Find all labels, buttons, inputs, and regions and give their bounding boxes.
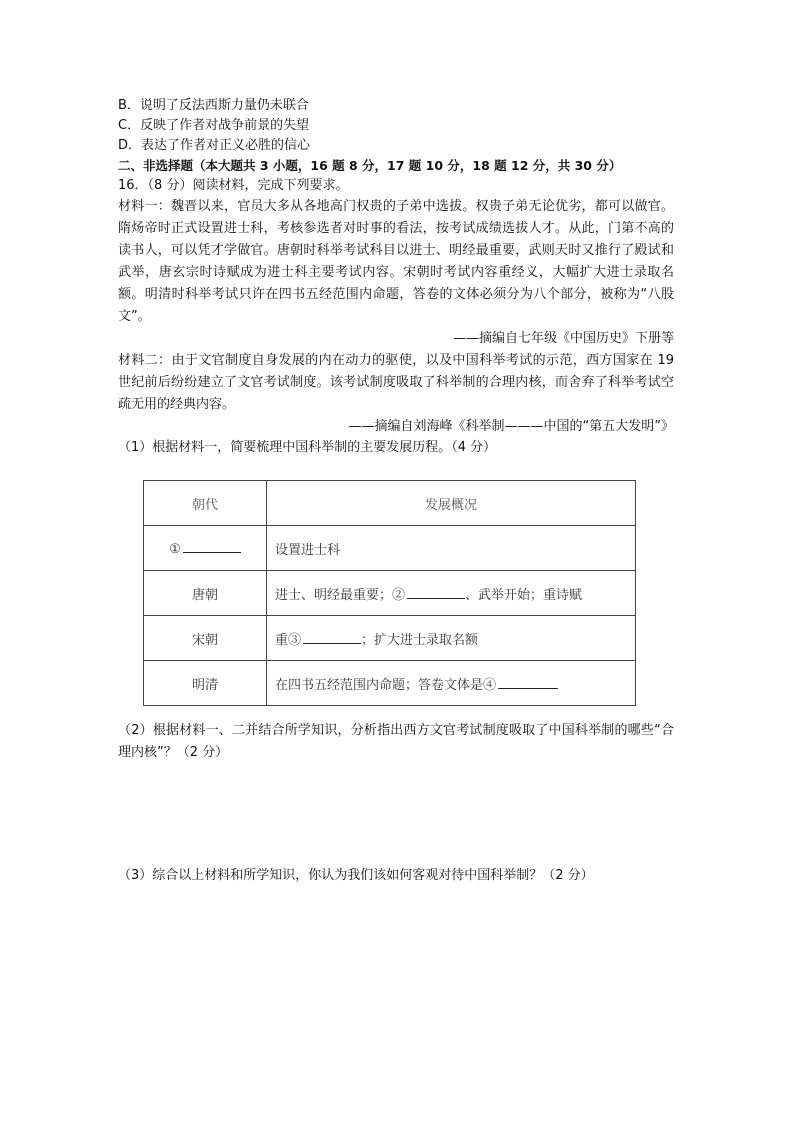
- dynasty-cell: 宋朝: [144, 616, 267, 661]
- desc-text: 设置进士科: [275, 542, 341, 558]
- desc-cell: [267, 571, 636, 616]
- material-1: 材料一：魏晋以来，官员大多从各地高门权贵的子弟中选拔。权贵子弟无论优劣，都可以做官。隋炀帝时正式设置进士科，考核参选者对时事的看法，按考试成绩选拔人才。从此，门第不高的读书人，可以凭才学做官。唐朝时科举考试科目以进士、明经最重要，武则天时又推行了殿试和武举，唐玄宗时诗赋成为进士科主要考试内容。宋朝时考试内容重经义，大幅扩大进士录取名额。明清时科举考试只许在四书五经范围内命题，答卷的文体必须分为八个部分，被称为“八股文”。: [118, 199, 674, 324]
- dynasty-cell: 唐朝: [144, 571, 267, 616]
- desc-text: 进士、明经最重要；②: [275, 587, 406, 603]
- header-dynasty: 朝代: [144, 481, 267, 526]
- answer-blank-4[interactable]: [498, 676, 558, 689]
- dynasty-cell: [144, 526, 267, 571]
- development-table: [143, 480, 636, 706]
- desc-text: 、武举开始；重诗赋: [465, 587, 583, 603]
- table-row: [144, 571, 636, 616]
- sub-question-3: （3）综合以上材料和所学知识，你认为我们该如何客观对待中国科举制？（2 分）: [118, 868, 594, 883]
- table-row: [144, 526, 636, 571]
- desc-text: ；扩大进士录取名额: [361, 632, 479, 648]
- dynasty-cell: 明清: [144, 661, 267, 706]
- desc-cell: [267, 616, 636, 661]
- table-row: [144, 661, 636, 706]
- option-b: B．说明了反法西斯力量仍未联合: [118, 98, 309, 113]
- exam-page: [118, 96, 674, 458]
- section-title: 二、非选择题（本大题共 3 小题，16 题 8 分，17 题 10 分，18 题 12 分，共 30 分）: [118, 158, 622, 173]
- header-development: 发展概况: [267, 481, 636, 526]
- option-c: C．反映了作者对战争前景的失望: [118, 118, 310, 133]
- material-2: 材料二：由于文官制度自身发展的内在动力的驱使，以及中国科举考试的示范，西方国家在 19 世纪前后纷纷建立了文官考试制度。该考试制度吸取了科举制的合理内核，而舍弃了科举考试空疏无用的经典内容。: [118, 353, 674, 412]
- table-header-row: [144, 481, 636, 526]
- answer-blank-3[interactable]: [303, 631, 361, 644]
- table-row: [144, 616, 636, 661]
- sub-question-1: （1）根据材料一，简要梳理中国科举制的主要发展历程。（4 分）: [118, 440, 497, 455]
- desc-text: 在四书五经范围内命题；答卷文体是④: [275, 677, 497, 693]
- blank-label: ①: [169, 541, 181, 557]
- source-2: ——摘编自刘海峰《科举制———中国的“第五大发明”》: [348, 419, 674, 434]
- desc-cell: [267, 661, 636, 706]
- q16-intro: 16．（8 分）阅读材料，完成下列要求。: [118, 178, 349, 193]
- answer-blank-2[interactable]: [407, 586, 465, 599]
- sub-question-2: （2）根据材料一、二并结合所学知识，分析指出西方文官考试制度吸取了中国科举制的哪些“合理内核”？（2 分）: [118, 723, 674, 760]
- option-d: D．表达了作者对正义必胜的信心: [118, 138, 311, 153]
- desc-text: 重③: [275, 632, 302, 648]
- answer-blank-1[interactable]: [183, 540, 241, 553]
- desc-cell: [267, 526, 636, 571]
- source-1: ——摘编自七年级《中国历史》下册等: [452, 331, 674, 346]
